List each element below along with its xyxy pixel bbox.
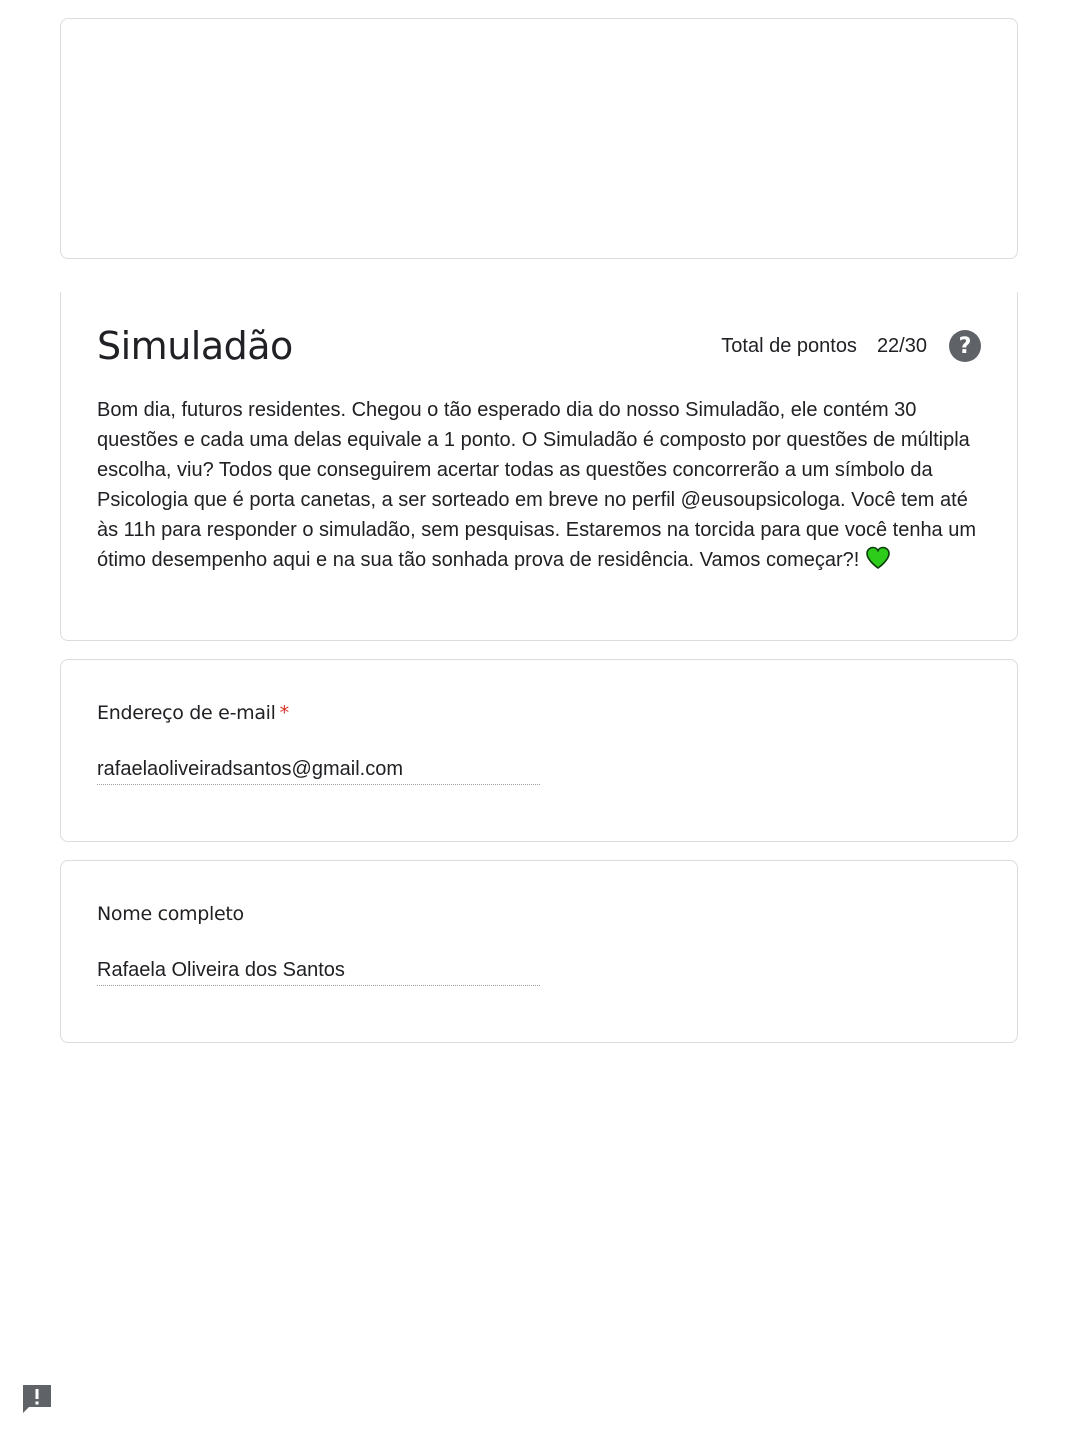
email-label: Endereço de e-mail bbox=[97, 702, 276, 724]
score-summary bbox=[721, 330, 981, 362]
question-full-name bbox=[60, 860, 1018, 1043]
description-text: Bom dia, futuros residentes. Chegou o tão esperado dia do nosso Simuladão, ele contém 30 questões e cada uma delas equivale a 1 ponto. O Simuladão é composto por questões de múltipla escolha, viu? Todos que conseguirem acertar todas as questões concorrerão a um símbolo da Psicologia que é porta canetas, a ser sorteado em breve no perfil @eusoupsicologa. Você tem até às 11h para responder o simuladão, sem pesquisas. Estaremos na torcida para que você tenha um ótimo desempenho aqui e na sua tão sonhada prova de residência. Vamos começar?! bbox=[97, 399, 977, 571]
form-description bbox=[97, 395, 985, 575]
email-field[interactable]: rafaelaoliveiradsantos@gmail.com bbox=[97, 758, 540, 785]
full-name-field[interactable]: Rafaela Oliveira dos Santos bbox=[97, 959, 540, 986]
score-value: 22/30 bbox=[876, 334, 927, 357]
header-image-card bbox=[60, 18, 1018, 259]
title-row bbox=[97, 318, 981, 374]
green-heart-icon bbox=[865, 546, 891, 570]
question-email bbox=[60, 659, 1018, 842]
form-title-card bbox=[60, 292, 1018, 641]
required-asterisk: * bbox=[279, 702, 289, 724]
help-icon[interactable]: ? bbox=[949, 330, 981, 362]
form-title: Simuladão bbox=[97, 324, 293, 368]
full-name-label: Nome completo bbox=[97, 903, 244, 925]
question-label bbox=[97, 702, 289, 724]
score-label: Total de pontos bbox=[721, 334, 857, 357]
feedback-icon[interactable] bbox=[20, 1382, 54, 1416]
